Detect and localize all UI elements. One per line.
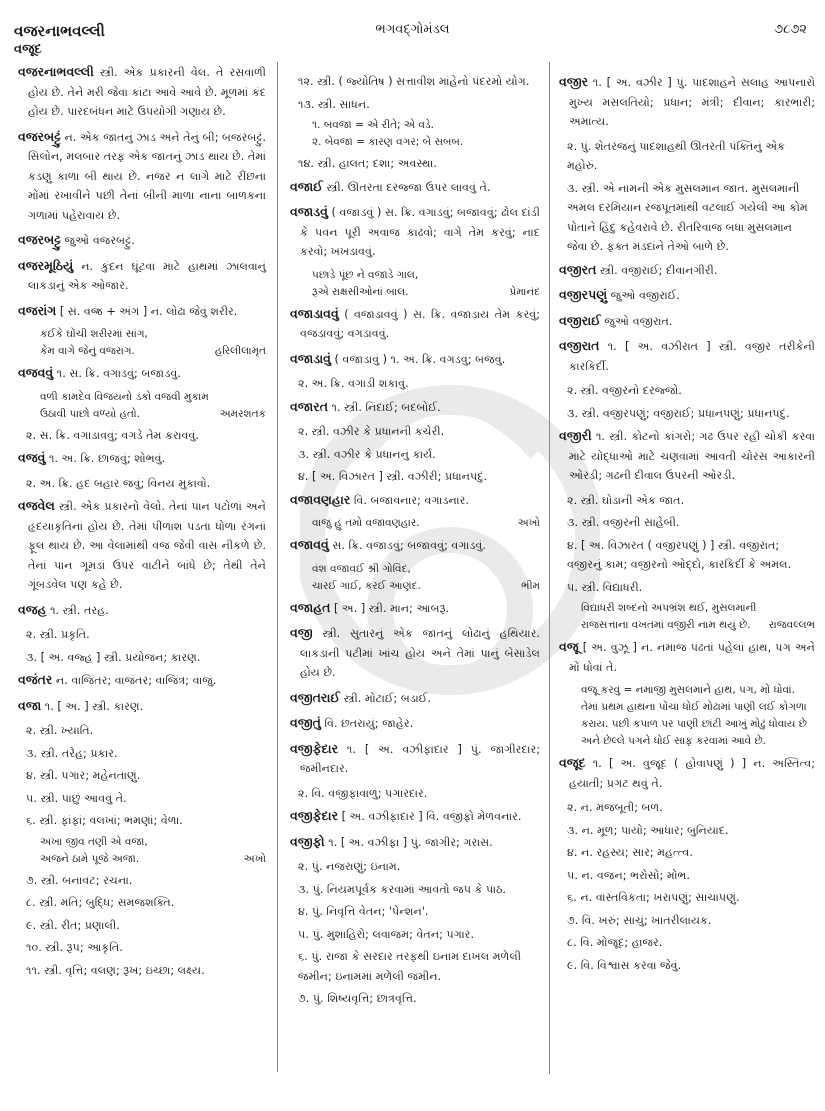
headword: વજીરાઈ	[559, 312, 601, 328]
sense-definition: ૬. ન. વાસ્તવિકતા; ખરાપણું; સાચાપણું.	[567, 891, 740, 904]
sense-definition: ૧૪. સ્ત્રી. હાલત; દશા; અવસ્થા.	[298, 157, 437, 170]
quote-source: રાજવલ્લભ	[768, 619, 815, 631]
headword: વજીતરાઈ	[290, 689, 341, 705]
headword: વજા	[18, 697, 42, 713]
sense-definition: ૭. વિ. ખરું; સાચું; ખાતરીલાયક.	[567, 913, 712, 927]
headword: વજીફો	[290, 833, 325, 849]
definition-text: ૧. [ અ. વઝીફાદાર ] પું. જાગીરદાર; જમીનદાર.	[300, 742, 540, 775]
sense-definition: ૮. વિ. મોજૂદ; હાજર.	[567, 936, 663, 949]
headword: વજારત	[290, 398, 328, 414]
definition-text: ( વજાડવું ) સ. ક્રિ. વગાડવું; બજાવવું; ઢોલ દાંડી કે પવન પૂરી અવાજ કાઢવો; વાગે તેમ કરવું; નાદ કરવો; ખખડાવવું.	[300, 206, 540, 258]
dictionary-entry	[18, 448, 266, 469]
sense-definition: ૨. સ. ક્રિ. વગાડાવવું; વગડે તેમ કરાવવું.	[26, 428, 200, 442]
headword: વજાહત	[290, 599, 331, 615]
dictionary-entry	[290, 806, 540, 827]
citation-quote	[559, 682, 815, 750]
dictionary-entry	[18, 496, 266, 595]
headword: વજીર	[559, 74, 589, 89]
headword: વજરનાભવલ્લી	[18, 64, 94, 79]
definition-text: સ્ત્રી. સુતારનું એક જાતનું લોઢાનું હથિયાર. લાકડાની પટીમાં ખાંચ હોય અને તેમાં પાનું બેસાડેલ હોય છે.	[300, 627, 540, 679]
sense-definition: ૯. સ્ત્રી. રીત; પ્રણાલી.	[26, 918, 120, 932]
sense-definition: ૩. સ્ત્રી. વજીરપણું; વજીરાઈ; પ્રધાનપણું; પ્રધાનપદું.	[567, 406, 790, 420]
left-guide-word: વજરનાભવલ્લી	[14, 22, 105, 40]
sense-definition: ૩. [ અ. વજ્હ ] સ્ત્રી. પ્રયોજન; કારણ.	[26, 650, 201, 664]
column-divider	[277, 62, 278, 1072]
quote-line: અજને ઠામે પૂજે અજા. અખો	[40, 851, 266, 868]
definition-text: ન. કુંદન ઘૂંટવા માટે હાથમાં ઝાલવાનું લાકડાનું એક ઓજાર.	[28, 259, 266, 292]
dictionary-entry	[559, 72, 815, 132]
headword: વજાઈ	[290, 178, 323, 194]
definition-text: સ્ત્રી. મોટાઈ; બડાઈ.	[340, 691, 431, 705]
dictionary-entry	[290, 688, 540, 709]
definition-text: ૧. અ. ક્રિ. છાજવું; શોભવું.	[45, 452, 166, 465]
sense-definition: ૫. ન. વજન; ભરોસો; મોભ.	[567, 868, 691, 882]
sense-definition: ૪. સ્ત્રી. પગાર; મહેનતાણું.	[26, 769, 141, 782]
dictionary-entry	[18, 670, 266, 691]
definition-text: સ્ત્રી. એક પ્રકારનો વેલો. તેનાં પાન પટોળાં અને હૃદયાકૃતિનાં હોય છે. તેમાં પીળાશ પડતા ધોળા રંગનાં ફૂલ થાય છે. આ વેલામાંથી વજ જેવી વાસ નીકળે છે. તેનાં પાન ગૂમડાં ઉપર વાટીને બાંધે છે; તેથી તેને ગૂંબડવેલ પણ કહે છે.	[28, 500, 266, 591]
dictionary-entry	[290, 202, 540, 262]
citation-quote	[290, 267, 540, 301]
dictionary-entry	[559, 311, 815, 332]
book-title: ભગવદ્ગોમંડલ	[375, 22, 450, 37]
dictionary-entry	[290, 739, 540, 779]
headword: વજાડાવવું	[290, 305, 339, 321]
definition-text: ( વજાડાવું ) ૧. અ. ક્રિ. વગડવું; બજવું.	[330, 352, 506, 366]
sense-definition: ૩. પું. નિયમપૂર્વક કરવામાં આવતો જપ કે પાઠ.	[298, 882, 507, 896]
quote-source: પ્રેમાનંદ	[509, 285, 540, 298]
sense-definition: ૩. સ્ત્રી. તરેહ; પ્રકાર.	[26, 746, 118, 760]
right-guide-word: વજૂદ	[14, 42, 42, 57]
headword: વજહ	[18, 601, 47, 617]
sense-definition: ૨. સ્ત્રી. પ્રકૃતિ.	[26, 628, 90, 641]
headword: વજીરત	[559, 261, 597, 277]
sense-definition: ૩. સ્ત્રી. એ નામની એક મુસલમાન જાત. મુસલમાની અમલ દરમિયાન રજપૂતમાંથી વટલાઈ ગયેલી આ કોમ પોતાને હિંદુ કહેવરાવે છે. રીતરિવાજ બધા મુસલમાન જેવા છે. ફક્ત મડદાંને તેઓ બાળે છે.	[567, 181, 808, 253]
definition-text: સ. ક્રિ. વજાડવું; બજાવવું; વગાડવું.	[328, 539, 486, 552]
definition-text: ૧. [ અ. વઝીરાત ] સ્ત્રી. વજીર તરીકેની કારકિર્દી.	[569, 340, 815, 373]
column-divider	[549, 62, 550, 1074]
definition-text: વિ. બજાવનાર; વગાડનાર.	[350, 493, 469, 507]
sense-definition: ૯. વિ. વિશ્વાસ કરવા જેવું.	[567, 958, 682, 972]
dictionary-entry	[290, 304, 540, 344]
headword: વજાડવું	[290, 204, 328, 219]
definition-text: [ સં. વજ્ર + અંગ ] ન. લોઢા જેવું શરીર.	[56, 304, 238, 318]
headword: વજીતું	[290, 715, 321, 730]
headword: વજવવું	[18, 365, 54, 380]
headword: વજાવણહાર	[290, 491, 351, 507]
headword: વજીફેદાર	[290, 808, 339, 823]
sense-definition: ૨. સ્ત્રી. વઝીર કે પ્રધાનની કચેરી.	[298, 425, 445, 438]
definition-text: ૧. [ અ. વઝીફા ] પું. જાગીર; ગરાસ.	[324, 835, 493, 849]
dictionary-entry	[18, 256, 266, 296]
sense-definition: ૬. પું. રાજા કે સરદાર તરફથી ઇનામ દાખલ મળેલી જમીન; ઇનામમાં મળેલી જમીન.	[298, 950, 522, 983]
citation-quote	[18, 389, 266, 423]
definition-text: ૧. સ્ત્રી. કોટનો કાંગરો; ગઢ ઉપર રહી ચોકી કરવા માટે યોદ્ધાઓ માટે ચણવામાં આવતી ચોરસ આકારની ઓરડી; ગઢની દીવાલ ઉપરની ઓરડી.	[569, 430, 815, 482]
quote-line: વિદ્યાધરી શબ્દનો અપભ્રંશ થઈ, મુસલમાની	[581, 602, 757, 614]
dictionary-entry	[290, 397, 540, 418]
headword: વજાવવું	[290, 537, 329, 552]
quote-line: પછાડે પૂંછ ને વજાડે ગાલ,	[312, 268, 419, 281]
definition-text: સ્ત્રી. વજીરાઈ; દીવાનગીરી.	[596, 263, 718, 277]
dictionary-entry	[559, 637, 815, 677]
definition-text: ( વજાડાવવું ) સ. ક્રિ. વજાડાય તેમ કરવું; વજડાવવું; વગડાવવું.	[300, 307, 540, 340]
sense-definition: ૫. સ્ત્રી. વિદ્યાધરી.	[567, 580, 643, 594]
quote-line: અખા જીવ તણી એ વજા,	[40, 835, 148, 848]
page-header	[0, 22, 825, 44]
sense-definition: ૫. પું. મુશાહિરો; લવાજમ; વેતન; પગાર.	[298, 927, 475, 941]
dictionary-entry	[290, 177, 540, 198]
citation-quote	[290, 561, 540, 595]
quote-line: કઈકે ઘોંચી શરીરમાં સાંગ,	[40, 328, 148, 340]
headword: વજરાંગ	[18, 302, 57, 318]
headword: વજવેલ	[18, 498, 55, 513]
headword: વજવું	[18, 450, 46, 465]
citation-quote	[290, 515, 540, 532]
sense-definition: ૮. સ્ત્રી. મતિ; બુદ્ધિ; સમજશક્તિ.	[26, 896, 175, 909]
sense-definition: ૧૨. સ્ત્રી. ( જ્યોતિષ ) સત્તાવીશ માંહેનો પંદરમો યોગ.	[298, 75, 530, 88]
headword: વજંતર	[18, 672, 53, 687]
dictionary-entry	[290, 832, 540, 853]
sense-definition: ૪. ન. રહસ્ય; સાર; મહત્ત્વ.	[567, 846, 693, 859]
quote-line: રાજસત્તાના વખતમાં વજીરી નામ થયું છે. રાજવલ્લભ	[581, 617, 815, 634]
quote-source: અખો	[517, 517, 540, 529]
sense-definition: ૪. પું. નિવૃત્તિ વેતન; 'પેન્શન'.	[298, 905, 429, 918]
sense-definition: ૫. સ્ત્રી. પાછું આવવું તે.	[26, 791, 127, 805]
dictionary-column-2	[290, 72, 540, 1012]
sense-definition: ૭. સ્ત્રી. બનાવટ; રચના.	[26, 873, 133, 887]
definition-text: જુઓ વજીરાત.	[600, 314, 673, 328]
sense-definition: ૩. સ્ત્રી. વઝીર કે પ્રધાનનું કાર્ય.	[298, 447, 436, 461]
definition-text: [ અ. વુઝૂ ] ન. નમાજ પઢતાં પહેલાં હાથ, પગ અને મોં ધોવાં તે.	[569, 641, 815, 674]
definition-text: [ અ. ] સ્ત્રી. માન; આબરૂ.	[330, 601, 450, 615]
sense-definition: ૩. સ્ત્રી. વજીરની સાહેબી.	[567, 516, 680, 529]
sense-definition: ૨. સ્ત્રી. ઘોડાની એક જાત.	[567, 493, 685, 507]
dictionary-entry	[18, 62, 266, 122]
dictionary-entry	[18, 600, 266, 621]
sense-definition: ૨. પું. નજરાણું; ઇનામ.	[298, 860, 401, 873]
dictionary-entry	[18, 696, 266, 717]
sense-definition: ૧૦. સ્ત્રી. રૂપ; આકૃતિ.	[26, 941, 123, 954]
quote-source: ભીમ	[521, 579, 540, 592]
dictionary-entry	[290, 535, 540, 556]
quote-line: વળી કામદેવ વિજયનો ડંકો વજવી મુકામ	[40, 390, 209, 403]
dictionary-column-1	[18, 62, 266, 983]
dictionary-entry	[290, 490, 540, 511]
dictionary-entry	[290, 623, 540, 683]
headword: વજૂદ	[559, 755, 586, 770]
quote-line: કેમ વાગે જેનું વજરાંગ. હરિલીલામૃત	[40, 343, 266, 360]
dictionary-entry	[559, 285, 815, 306]
quote-line: ૨. બેવજા = કારણ વગર; બે સબબ.	[312, 136, 464, 148]
quote-line: વાજું હું તમો વજાવણહાર. અખો	[312, 515, 540, 532]
dictionary-entry	[18, 363, 266, 384]
headword: વજીરી	[559, 428, 592, 443]
sense-definition: ૭. પું. શિષ્યવૃત્તિ; છાત્રવૃત્તિ.	[298, 992, 417, 1005]
definition-text: વિ. છતરાયું; જાહેર.	[320, 717, 414, 730]
headword: વજી	[290, 625, 313, 640]
definition-text: ૧. સ. ક્રિ. વગાડવું; બજાડવું.	[53, 367, 181, 380]
sense-definition: ૨. સ્ત્રી. વજીરનો દરજ્જો.	[567, 384, 682, 397]
quote-line: ઉઠાવી પાછો વળ્યો હતો. અમરશતક	[40, 406, 266, 423]
headword: વજીરાત	[559, 338, 600, 353]
citation-quote	[18, 326, 266, 360]
dictionary-entry	[559, 426, 815, 486]
definition-text: ૧. સ્ત્રી. તરહ.	[46, 603, 109, 617]
sense-definition: ૪. [ અ. વિઝારત ( વજીરપણું ) ] સ્ત્રી. વજીરાત; વજીરનું કામ; વજીરનો ઓદ્દો, કારકિર્દી કે અમલ.	[567, 538, 792, 571]
headword: વજીરપણું	[559, 287, 608, 302]
quote-source: હરિલીલામૃત	[214, 345, 266, 357]
headword: વજરબટ્ટુ	[18, 232, 61, 247]
quote-line: ચારઈ ગાઈ, કરઈ આણંદ. ભીમ	[312, 578, 540, 595]
sense-definition: ૧૩. સ્ત્રી. સાધન.	[298, 97, 370, 111]
dictionary-entry	[18, 301, 266, 322]
citation-quote	[290, 117, 540, 151]
sense-definition: ૪. [ અ. વિઝારત ] સ્ત્રી. વઝીરી; પ્રધાનપદું.	[298, 470, 488, 483]
definition-text: ૧. [ અ. વઝીર ] પું. પાદશાહને સલાહ આપનારો મુખ્ય મસલતિયો; પ્રધાન; મંત્રી; દીવાન; કારભારી; અમાત્ય.	[569, 76, 815, 128]
dictionary-entry	[559, 753, 815, 793]
headword: વજીફેદાર	[290, 740, 339, 756]
sense-definition: ૨. અ. ક્રિ. વગાડી શકાવું.	[298, 377, 409, 390]
dictionary-entry	[290, 598, 540, 619]
citation-quote	[559, 600, 815, 634]
sense-definition: ૧૧. સ્ત્રી. વૃત્તિ; વલણ; રૂખ; ઇચ્છા; લક્ષ્ય.	[26, 963, 205, 977]
dictionary-entry	[290, 713, 540, 734]
definition-text: સ્ત્રી. ઊતરતા દરજ્જા ઉપર લાવવું તે.	[322, 180, 491, 194]
definition-text: [ અ. વઝીફાદાર ] વિ. વજીફો મેળવનાર.	[338, 810, 522, 823]
headword: વજરબટ્ટું	[18, 128, 61, 144]
definition-text: જુઓ વજરબટ્ટું.	[60, 234, 135, 247]
dictionary-entry	[18, 230, 266, 251]
dictionary-column-3	[559, 72, 815, 978]
quote-line: વજૂ કરવું = નમાજી મુસલમાને હાથ, પગ, મોં ધોવાં. તેમાં પ્રથમ હાથના પોંચા ધોઈ મોઢામાં પાણી લઈ કોગળા કરાય. પછી કપાળ પર પાણી છાંટી આખું મોઢું ધોવાય છે અને છેલ્લે પગને ધોઈ સાફ કરવામાં આવે છે.	[581, 684, 807, 747]
sense-definition: ૨. પું. શેતરંજનું પાદશાહથી ઊતરતી પંક્તિનું એક મહોરું.	[567, 139, 786, 172]
headword: વજાડાવું	[290, 350, 331, 366]
definition-text: ૧. [ અ. ] સ્ત્રી. કારણ.	[41, 699, 144, 713]
sense-definition: ૨. ન. મજબૂતી; બળ.	[567, 801, 663, 814]
sense-definition: ૨. સ્ત્રી. ખ્યાતિ.	[26, 724, 94, 737]
sense-definition: ૬. સ્ત્રી. ફાંફાં; વલખાં; ભમણાં; વેળા.	[26, 814, 183, 827]
dictionary-entry	[559, 336, 815, 376]
sense-definition: ૩. ન. મૂળ; પાયો; આધાર; બુનિયાદ.	[567, 823, 729, 837]
definition-text: જુઓ વજીરાઈ.	[607, 289, 680, 302]
page-number: ૭૮૭૨	[774, 22, 807, 37]
sense-definition: ૨. અ. ક્રિ. હદ બહાર જવું; વિનય મુકાવો.	[26, 476, 211, 490]
quote-line: ૧. બવજા = એ રીતે; એ વડે.	[312, 119, 434, 131]
quote-source: અખો	[243, 852, 266, 865]
dictionary-entry	[290, 349, 540, 370]
headword: વજૂ	[559, 639, 579, 654]
definition-text: ન. વાજિંતર; વાજંતર; વાજિંત્ર; વાજું.	[52, 674, 217, 687]
headword: વજરમૂઠિયું	[18, 257, 74, 273]
definition-text: ન. એક જાતનું ઝાડ અને તેનું બી; બજરબટ્ટું. સિલોન, મલબાર તરફ એક જાતનું ઝાડ થાય છે. તેમાં કડણુ કાળા બી થાય છે. નજર ન લાગે માટે રીંછના મોંમાં રખાવીને પછી તેનાં બીની માળા નાના બાળકના ગળામાં પહેરાવાય છે.	[28, 130, 266, 222]
quote-line: વંશ વજાવઈ શ્રી ગોવિંદ,	[312, 562, 411, 575]
citation-quote	[18, 834, 266, 868]
dictionary-entry	[559, 260, 815, 281]
definition-text: ૧. સ્ત્રી. નિંદાઈ; બદબોઈ.	[328, 400, 441, 414]
definition-text: ૧. [ અ. વુજૂદ ( હોવાપણું ) ] ન. અસ્તિત્વ; હયાતી; પ્રગટ થવું તે.	[569, 757, 815, 790]
quote-line: રૂએ રાક્ષસીઓનાં બાલ. પ્રેમાનંદ	[312, 284, 540, 301]
dictionary-entry	[18, 127, 266, 226]
definition-text: સ્ત્રી. એક પ્રકારની વેલ. તે રસવાળી હોય છે. તેને મરી જેવા કાંટા આવે આવે છે. મૂળમાં કંદ હોય છે. પારદબંધન માટે ઉપયોગી ગણાય છે.	[28, 66, 266, 118]
quote-source: અમરશતક	[219, 407, 266, 420]
sense-definition: ૨. વિ. વજીફાવાળું; પગારદાર.	[298, 786, 428, 800]
